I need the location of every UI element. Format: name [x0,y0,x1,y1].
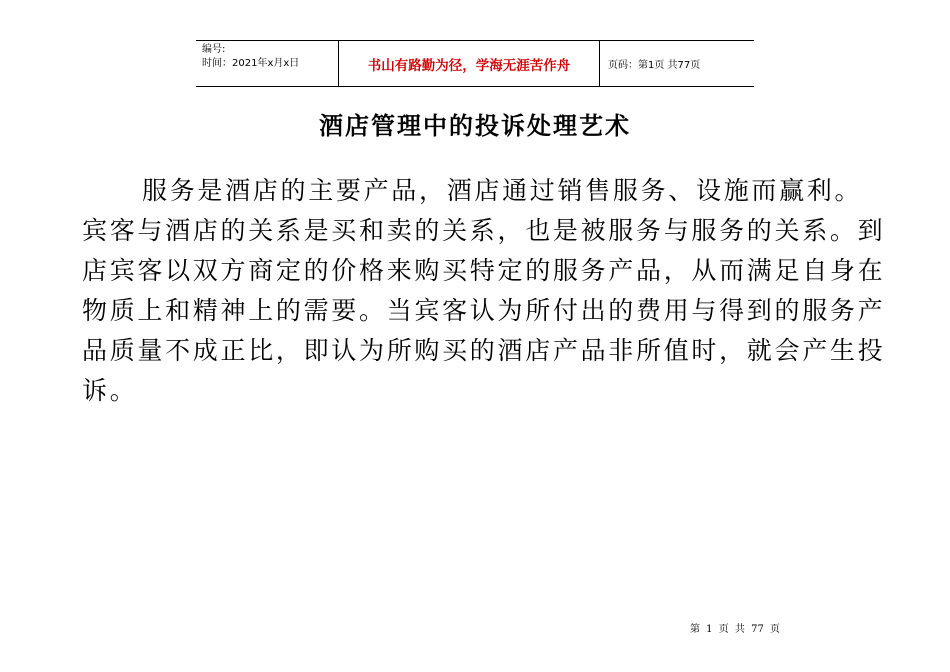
page-footer: 第 1 页 共 77 页 [690,624,780,635]
page-header [196,40,754,87]
header-page-info: 页码：第1页 共77页 [608,60,701,71]
document-time-label: 时间：2021年x月x日 [202,58,300,69]
header-meta [196,41,338,86]
document-title: 酒店管理中的投诉处理艺术 [319,111,631,140]
body-paragraph: 服务是酒店的主要产品，酒店通过销售服务、设施而赢利。宾客与酒店的关系是买和卖的关系，也是被服务与服务的关系。到店宾客以双方商定的价格来购买特定的服务产品，从而满足自身在物质上和精神上的需要。当宾客认为所付出的费用与得到的服务产品质量不成正比，即认为所购买的酒店产品非所值时，就会产生投诉。 [82,176,886,405]
header-motto: 书山有路勤为径，学海无涯苦作舟 [338,41,600,86]
document-number-label: 编号: [202,44,226,55]
